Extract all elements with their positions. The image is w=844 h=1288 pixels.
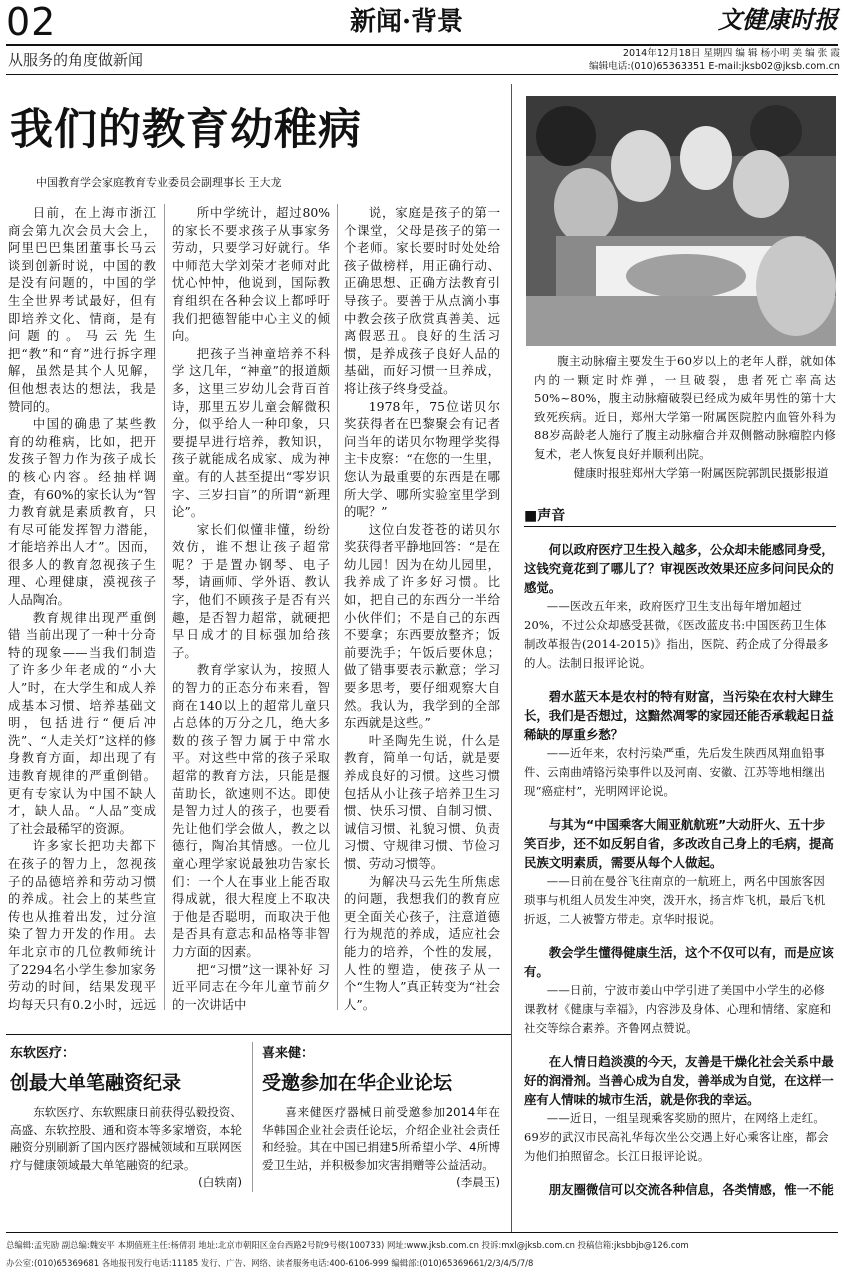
lead-para: 这位白发苍苍的诺贝尔奖获得者平静地回答：“是在幼儿园！因为在幼儿园里，我养成了许多好习惯。比如，把自己的东西分一半给小伙伴们；不是自己的东西不要拿；东西要放整齐；饭前要洗手；午饭后要休息；做了错事要表示歉意；学习要多思考，要仔细观察大自然。我认为，我学到的全部东西就是这些。” [344,521,500,731]
contact-line: 编辑电话:(010)65363351 E-mail:jksb02@jksb.com.cn [589,61,840,72]
footer-rule [6,1232,838,1233]
voice-comment: ——近日，一组呈现乘客奖励的照片，在网络上走红。69岁的武汉市民高礼华每次坐公交遇上好心乘客让座，都会为他们拍照留念。长江日报评论说。 [524,1111,829,1163]
photo-caption-text: 腹主动脉瘤主要发生于60岁以上的老年人群，就如体内的一颗定时炸弹，一旦破裂，患者死亡率高达50%~80%，腹主动脉瘤破裂已经成为威年男性的第十大致死疾病。近日，郑州大学第一附属医院腔内血管外科为88岁高龄老人施行了腹主动脉瘤合并双侧髂动脉瘤腔内修复术，老人恢复良好并顺利出院。 [534,354,836,461]
voice-quote: 朋友圈微信可以交流各种信息，各类情感，惟一不能 [548,1182,834,1197]
lead-para: 所中学统计，超过80%的家长不要求孩子从事家务劳动，只要学习好就行。华中师范大学刘荣才老师对此忧心忡忡，他说到，国际教育组织在各种会议上都呼吁我们把德智能中心主义的倾向。 [172,205,330,344]
column-divider [164,204,165,1010]
voice-item [524,687,836,801]
lead-para: 把孩子当神童培养不科学 这几年，“神童”的报道颇多，这里三岁幼儿会背百首诗，那里五岁儿童会解微积分，似乎给人一种印象，只要提早进行培养，教知识，孩子就能成名成家、成为神童。有的人甚至提出“零岁识字、三岁扫盲”的所谓“新理论”。 [172,345,330,520]
lead-para: 日前，在上海市浙江商会第九次会员大会上，阿里巴巴集团董事长马云谈到创新时说，中国的教是没有问题的，中国的学生全世界考试最好，但有即培养文化、情商，是有问题的。马云先生把“教”和“育”进行拆字理解，虽然是其个人见解，但他想表达的想法，我是赞同的。 [8,205,156,414]
lead-para: 教育规律出现严重倒错 当前出现了一种十分奇特的现象——当我们制造了许多少年老成的“小大人”时，在大学生和成人养成基本习惯、培养基础文明，包括进行“便后冲洗”、“人走关灯”这样的修身教育方面，却出现了有违教育规律的严重倒错。更有专家认为中国不缺人才，缺人品。“人品”变成了社会最稀罕的资源。 [8,609,156,836]
voice-title: ■声音 [524,508,566,524]
lead-para: 家长们似懂非懂，纷纷效仿，谁不想让孩子超常呢？于是置办钢琴、电子琴，请画师、学外语、教认字，他们不顾孩子是否有兴趣，是否智力超常，就硬把早日成才的目标强加给孩子。 [172,521,330,660]
lead-column-1 [8,204,156,1014]
lead-column-2 [172,204,330,1014]
brief-kicker: 东软医疗： [10,1046,76,1061]
briefs-rule [6,1034,511,1035]
voice-quote: 碧水蓝天本是农村的特有财富，当污染在农村大肆生长，我们是否想过，这黯然凋零的家园还能否承载起日益稀缺的厚重乡愁？ [524,689,834,742]
brief-divider [252,1042,253,1192]
lead-para: 叶圣陶先生说，什么是教育，简单一句话，就是要养成良好的习惯。这些习惯包括从小让孩子培养卫生习惯、快乐习惯、自制习惯、诚信习惯、礼貌习惯、负责习惯、守规律习惯、节俭习惯、劳动习惯等。 [344,732,500,871]
column-divider [337,204,338,1010]
lead-para: 中国的确患了某些教育的幼稚病，比如，把开发孩子智力作为孩子成长的核心内容。经抽样调查，有60%的家长认为“智力教育就是素质教育，只有尽可能发挥智力潜能，才能培养出人才”。因而，很多人的教育忽视孩子生理、心理健康，漠视孩子人品陶冶。 [8,416,156,608]
section-title: 新闻·背景 [350,7,464,37]
voice-rule [524,526,836,527]
brief-body [10,1104,242,1189]
lead-headline: 我们的教育幼稚病 [10,105,362,155]
voice-quote: 与其为“中国乘客大闹亚航航班”大动肝火、五十步笑百步，还不如反躬自省，多改改自己身上的毛病，提高民族文明素质，需要从每个人做起。 [524,817,834,870]
surgery-photo-image [526,96,836,346]
voice-list [524,540,836,1200]
voice-item [524,943,836,1038]
brief-author: (白轶南) [198,1175,242,1189]
footer-line-1: 总编辑:孟宪励 副总编:魏安平 本期值班主任:杨倩羽 地址:北京市朝阳区金台西路2号院9号楼(100733) 网址:www.jksb.com.cn 投诉:mxl@jksb.com.cn 投稿信箱:jksbbjb@126.com [6,1240,689,1250]
voice-quote: 教会学生懂得健康生活，这个不仅可以有，而是应该有。 [524,945,834,979]
lead-para: 1978年，75位诺贝尔奖获得者在巴黎聚会有记者问当年的诺贝尔物理学奖得主卡皮察：“在您的一生里，您认为最重要的东西是在哪所大学、哪所实验室里学到的呢？” [344,398,500,520]
page-number: 02 [6,0,57,44]
brief-1 [10,1044,242,1192]
lead-column-3 [344,204,500,1014]
footer-line-2: 办公室:(010)65369681 各地报刊发行电话:11185 发行、广告、网络、读者服务电话:400-6106-999 编辑部:(010)65369661/2/3/4/5/7/8 [6,1258,534,1268]
header-rule [6,44,838,46]
voice-item [524,1052,836,1166]
brief-kicker: 喜来健： [262,1046,315,1061]
tagline: 从服务的角度做新闻 [8,51,144,69]
lead-para: 为解决马云先生所焦虑的问题，我想我们的教育应更全面关心孩子，注意道德行为规范的养成，适应社会能力的培养，个性的发展，人性的塑造，使孩子从一个“生物人”真正转变为“社会人”。 [344,873,500,1012]
lead-para: 说，家庭是孩子的第一个课堂，父母是孩子的第一个老师。家长要时时处处给孩子做榜样，用正确行动、正确思想、正确方法教育引导孩子。要善于从点滴小事中教会孩子欣赏真善美、远离假恶丑。良好的生活习惯，是养成孩子良好人品的基础，而好习惯一旦养成，将让孩子终身受益。 [344,205,500,396]
brief-body-text: 喜来健医疗器械日前受邀参加2014年在华韩国企业社会责任论坛，介绍企业社会责任和经验。其在中国已捐建5所希望小学、4所博爱卫生站，并积极参加灾害捐赠等公益活动。 [262,1105,500,1172]
lead-para: 把“习惯”这一课补好 习近平同志在今年儿童节前夕的一次讲话中 [172,961,330,1012]
brief-author: (李晨玉) [456,1175,500,1189]
date-line: 2014年12月18日 星期四 编 辑 杨小明 美 编 张 霞 [622,48,840,59]
photo-caption [534,352,836,482]
right-column-divider [511,84,512,1232]
voice-quote: 在人情日趋淡漠的今天，友善是干燥化社会关系中最好的润滑剂。当善心成为自发，善举成为自觉，在这样一座有人情味的城市生活，就是你我的幸运。 [524,1054,834,1107]
brief-title: 受邀参加在华企业论坛 [262,1072,453,1094]
voice-comment: ——日前在曼谷飞往南京的一航班上，两名中国旅客因琐事与机组人员发生冲突，泼开水，扬言炸飞机，最后飞机折返，二人被警方带走。京华时报说。 [524,874,826,926]
voice-item [524,1180,836,1200]
voice-comment: ——近年来，农村污染严重，先后发生陕西凤翔血铅事件、云南曲靖铬污染事件以及河南、安徽、江苏等地相继出现“癌症村”，光明网评论说。 [524,746,826,798]
header-rule-2 [6,74,838,75]
lead-byline: 中国教育学会家庭教育专业委员会副理事长 王大龙 [36,176,282,189]
voice-comment: ——日前，宁波市姜山中学引进了美国中小学生的必修课教材《健康与幸福》，内容涉及身体、心理和情绪、家庭和社交等综合素养。齐鲁网点赞说。 [524,983,832,1035]
voice-item [524,540,836,673]
brief-2 [262,1044,500,1192]
brief-body [262,1104,500,1189]
lead-para: 许多家长把功夫都下在孩子的智力上，忽视孩子的品德培养和劳动习惯的养成。社会上的某些宣传也从推着出发，过分渲染了智力开发的作用。去年北京市的几位教师统计了2294名小学生参加家务劳动的时间，结果发现平均每天只有0.2小时，远远 [8,838,156,1012]
paper-logo: 文健康时报 [718,5,838,34]
brief-title: 创最大单笔融资纪录 [10,1072,182,1094]
voice-quote: 何以政府医疗卫生投入越多，公众却未能感同身受，这钱究竟花到了哪儿了？审视医改效果还应多问问民众的感觉。 [524,542,834,595]
voice-item [524,815,836,929]
voice-comment: ——医改五年来，政府医疗卫生支出每年增加超过20%，不过公众却感受甚微，《医改蓝皮书:中国医药卫生体制改革报告(2014-2015)》指出，医院、药企成了分得最多的人。法制日报评论说。 [524,599,829,670]
photo-credit: 健康时报驻郑州大学第一附属医院郭凯民摄影报道 [573,465,829,480]
lead-para: 教育学家认为，按照人的智力的正态分布来看，智商在140以上的超常儿童只占总体的万分之几，绝大多数的孩子智力属于中常水平。对这些中常的孩子采取超常的教育方法，只能是揠苗助长，欲速则不达。即使是智力过人的孩子，也要看先让他们学会做人，教之以德行，陶冶其情感。一位儿童心理学家说最独功告家长们：一个人在事业上能否取得成就，很大程度上不取决于他是否聪明，而取决于他是否具有意志和品格等非智力方面的因素。 [172,662,330,959]
brief-body-text: 东软医疗、东软熙康日前获得弘毅投资、高盛、东软控股、通和资本等多家增资，本轮融资分别刷新了国内医疗器械领域和互联网医疗与健康领域最大单笔融资的纪录。 [10,1105,242,1172]
surgery-photo [526,96,836,346]
